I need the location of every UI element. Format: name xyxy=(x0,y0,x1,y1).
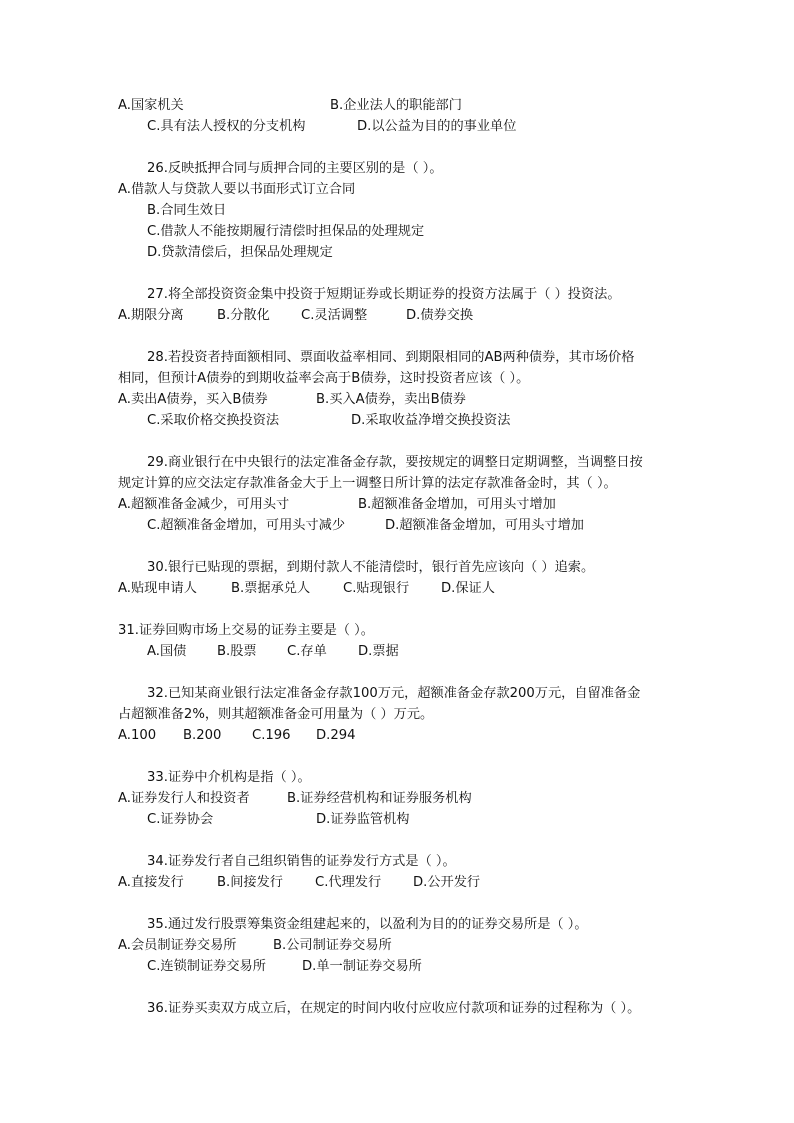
question-text: B.合同生效日 xyxy=(147,203,227,218)
option-text: C.证券协会 xyxy=(147,812,214,827)
option-text: B.200 xyxy=(183,728,222,743)
option-text: D.债券交换 xyxy=(406,308,474,323)
option-text: B.公司制证券交易所 xyxy=(273,938,392,953)
question-text: 规定计算的应交法定存款准备金大于上一调整日所计算的法定存款准备金时，其（ ）。 xyxy=(118,476,617,491)
question-text: 33.证券中介机构是指（ ）。 xyxy=(147,770,311,785)
option-text: A.期限分离 xyxy=(118,308,184,323)
option-text: C.超额准备金增加，可用头寸减少 xyxy=(147,518,346,533)
question-text: 29.商业银行在中央银行的法定准备金存款，要按规定的调整日定期调整，当调整日按 xyxy=(147,455,643,470)
option-text: C.代理发行 xyxy=(315,875,382,890)
question-text: A.借款人与贷款人要以书面形式订立合同 xyxy=(118,182,356,197)
option-text: D.公开发行 xyxy=(413,875,481,890)
option-text: C.存单 xyxy=(287,644,327,659)
option-text: C.具有法人授权的分支机构 xyxy=(147,119,306,134)
question-text: 35.通过发行股票筹集资金组建起来的，以盈利为目的的证券交易所是（ ）。 xyxy=(147,917,588,932)
option-text: C.196 xyxy=(252,728,291,743)
option-text: D.保证人 xyxy=(441,581,495,596)
question-text: 28.若投资者持面额相同、票面收益率相同、到期限相同的AB两种债券，其市场价格 xyxy=(147,350,635,365)
option-text: C.连锁制证券交易所 xyxy=(147,959,266,974)
question-text: 26.反映抵押合同与质押合同的主要区别的是（ ）。 xyxy=(147,161,443,176)
option-text: B.买入A债券，卖出B债券 xyxy=(316,392,466,407)
option-text: C.采取价格交换投资法 xyxy=(147,413,280,428)
option-text: A.直接发行 xyxy=(118,875,184,890)
option-text: A.卖出A债券，买入B债券 xyxy=(118,392,268,407)
question-text: 相同，但预计A债券的到期收益率会高于B债券，这时投资者应该（ ）。 xyxy=(118,371,530,386)
option-text: D.以公益为目的的事业单位 xyxy=(357,119,517,134)
option-text: B.分散化 xyxy=(217,308,270,323)
option-text: D.294 xyxy=(316,728,356,743)
option-text: A.会员制证券交易所 xyxy=(118,938,237,953)
option-text: A.证券发行人和投资者 xyxy=(118,791,250,806)
question-text: 占超额准备2%，则其超额准备金可用量为（ ）万元。 xyxy=(118,707,434,722)
question-text: 36.证券买卖双方成立后，在规定的时间内收付应收应付款项和证券的过程称为（ ）。 xyxy=(147,1001,641,1016)
option-text: B.股票 xyxy=(217,644,257,659)
option-text: D.采取收益净增交换投资法 xyxy=(351,413,511,428)
option-text: A.贴现申请人 xyxy=(118,581,197,596)
option-text: D.票据 xyxy=(358,644,399,659)
question-text: 30.银行已贴现的票据，到期付款人不能清偿时，银行首先应该向（ ）追索。 xyxy=(147,560,595,575)
option-text: D.单一制证券交易所 xyxy=(302,959,422,974)
question-text: 32.已知某商业银行法定准备金存款100万元，超额准备金存款200万元，自留准备金 xyxy=(147,686,641,701)
question-text: 31.证券回购市场上交易的证券主要是（ ）。 xyxy=(118,623,374,638)
question-text: D.贷款清偿后，担保品处理规定 xyxy=(147,245,333,260)
option-text: A.国债 xyxy=(147,644,187,659)
option-text: A.国家机关 xyxy=(118,98,184,113)
option-text: C.灵活调整 xyxy=(301,308,368,323)
option-text: A.超额准备金减少，可用头寸 xyxy=(118,497,290,512)
option-text: B.超额准备金增加，可用头寸增加 xyxy=(358,497,556,512)
option-text: D.超额准备金增加，可用头寸增加 xyxy=(385,518,584,533)
option-text: B.票据承兑人 xyxy=(231,581,311,596)
question-text: 34.证券发行者自己组织销售的证券发行方式是（ ）。 xyxy=(147,854,456,869)
question-text: C.借款人不能按期履行清偿时担保品的处理规定 xyxy=(147,224,425,239)
option-text: B.证券经营机构和证券服务机构 xyxy=(287,791,472,806)
option-text: B.间接发行 xyxy=(217,875,283,890)
question-text: 27.将全部投资资金集中投资于短期证券或长期证券的投资方法属于（ ）投资法。 xyxy=(147,287,621,302)
option-text: A.100 xyxy=(118,728,157,743)
option-text: C.贴现银行 xyxy=(343,581,410,596)
option-text: D.证券监管机构 xyxy=(316,812,410,827)
option-text: B.企业法人的职能部门 xyxy=(330,98,462,113)
